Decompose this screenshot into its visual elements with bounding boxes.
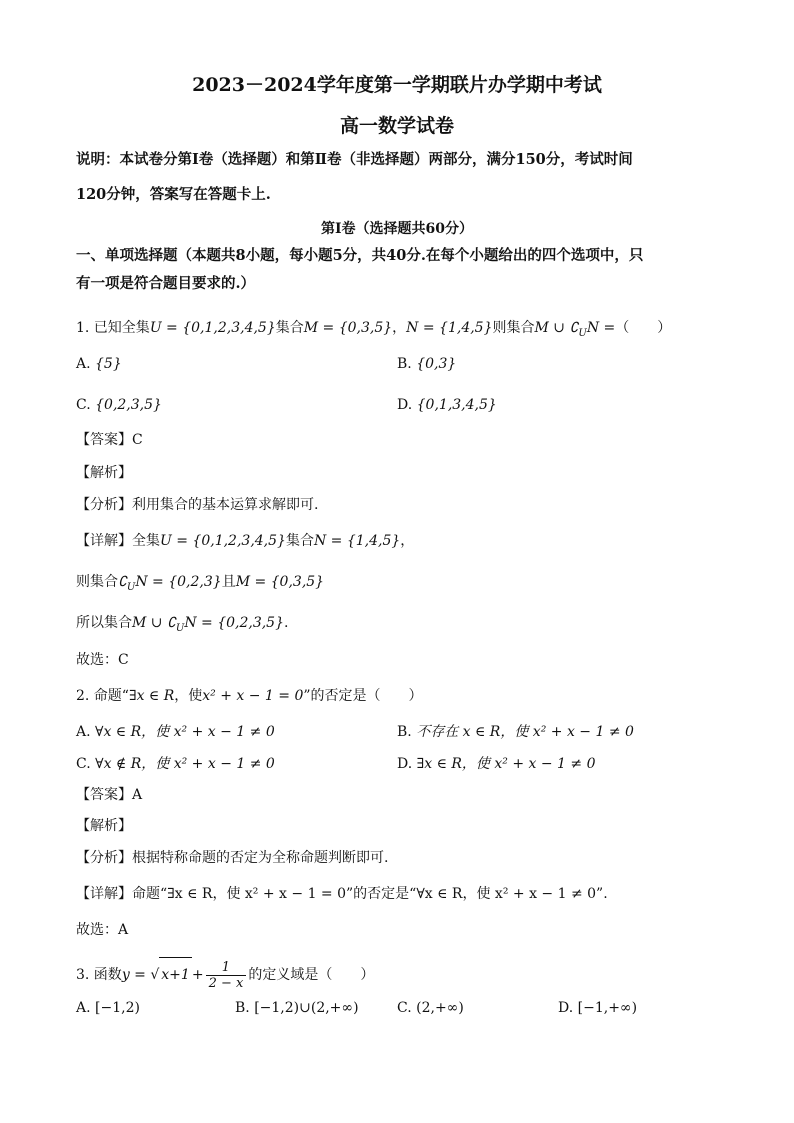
q2-stem <box>76 686 423 706</box>
q1-choose: 故选：C <box>76 652 129 668</box>
q2-analysis-tag: 【解析】 <box>76 818 132 834</box>
option-value: [−1,+∞) <box>577 1000 638 1016</box>
q1-step3 <box>76 613 288 639</box>
step2-prefix: 则集合 <box>76 574 118 590</box>
step3-end: . <box>284 615 289 631</box>
step3-prefix: 所以集合 <box>76 615 132 631</box>
q1-analysis-tag: 【解析】 <box>76 465 132 481</box>
q2-mid: ，使 <box>174 688 203 704</box>
q1-option-c <box>76 395 162 415</box>
exam-subtitle: 高一数学试卷 <box>339 115 454 137</box>
q3-end: 的定义域是（ ） <box>248 967 375 983</box>
q1-expr: M ∪ ∁ <box>534 320 579 336</box>
q1-answer: 【答案】C <box>76 432 143 448</box>
option-label: D. <box>397 756 413 772</box>
option-label: A. <box>76 724 91 740</box>
option-value: ∀x ∈ R，使 x² + x − 1 ≠ 0 <box>95 724 275 740</box>
option-label: C. <box>76 397 91 413</box>
option-value: {5} <box>95 356 122 372</box>
q1-mid1: 集合 <box>275 320 304 336</box>
option-value: {0,3} <box>416 356 457 372</box>
option-value: (2,+∞) <box>416 1000 464 1016</box>
q1-option-a <box>76 354 122 374</box>
step3-value: N = {0,2,3,5} <box>184 615 284 631</box>
q2-choose: 故选：A <box>76 922 129 938</box>
q3-option-b <box>235 998 359 1018</box>
option-value: 不存在 x ∈ R，使 x² + x − 1 ≠ 0 <box>416 724 634 740</box>
q1-fenxi: 【分析】利用集合的基本运算求解即可. <box>76 497 319 513</box>
q2-equation: x² + x − 1 = 0 <box>202 688 304 704</box>
q1-prefix: 1. 已知全集 <box>76 320 150 336</box>
q1-expr-sub: U <box>578 327 587 339</box>
step2-mid: 且 <box>221 574 236 590</box>
q3-fraction <box>206 960 247 991</box>
q1-paren: （ ） <box>615 320 672 336</box>
q2-option-a <box>76 722 275 742</box>
option-value: [−1,2)∪(2,+∞) <box>254 1000 359 1016</box>
q1-option-d <box>397 395 497 415</box>
part-heading-line-2: 有一项是符合题目要求的.） <box>76 275 256 292</box>
q1-mid2: 则集合 <box>492 320 535 336</box>
q1-expr-end: N = <box>586 320 616 336</box>
step2-expr: ∁ <box>118 574 127 590</box>
detail-mid: 集合 <box>285 533 314 549</box>
q1-set-m: M = {0,3,5} <box>303 320 393 336</box>
q1-step2 <box>76 572 324 598</box>
option-label: B. <box>397 356 412 372</box>
option-label: D. <box>397 397 413 413</box>
option-value: {0,2,3,5} <box>95 397 162 413</box>
q3-frac-num: 1 <box>206 960 247 976</box>
part-heading-line-1: 一、单项选择题（本题共8小题，每小题5分，共40分.在每个小题给出的四个选项中，只 <box>76 247 644 264</box>
q2-option-b <box>397 722 634 742</box>
option-label: B. <box>397 724 412 740</box>
step3-expr: M ∪ ∁ <box>132 615 176 631</box>
q2-answer: 【答案】A <box>76 787 143 803</box>
q2-option-d <box>397 754 596 774</box>
option-label: C. <box>397 1000 412 1016</box>
q1-option-b <box>397 354 456 374</box>
q1-detail <box>76 531 414 551</box>
q3-sqrt-body: x+1 <box>159 957 192 992</box>
option-label: C. <box>76 756 91 772</box>
q1-stem <box>76 318 671 344</box>
detail-universal-set: U = {0,1,2,3,4,5} <box>160 533 286 549</box>
q3-stem <box>76 957 374 992</box>
q3-plus: + <box>191 967 204 983</box>
q1-sep: ， <box>392 320 407 336</box>
q1-universal-set: U = {0,1,2,3,4,5} <box>149 320 276 336</box>
instructions-line-2: 120分钟，答案写在答题卡上. <box>76 186 271 203</box>
q3-option-c <box>397 998 464 1018</box>
q3-func-y: y = <box>121 967 146 983</box>
step2-sub: U <box>126 581 136 593</box>
detail-end: ， <box>400 533 415 549</box>
option-label: D. <box>558 1000 574 1016</box>
q1-set-n: N = {1,4,5} <box>406 320 493 336</box>
q2-end: ”的否定是（ ） <box>303 688 423 704</box>
exam-title: 2023－2024学年度第一学期联片办学期中考试 <box>192 74 602 96</box>
option-value: ∀x ∉ R，使 x² + x − 1 ≠ 0 <box>95 756 275 772</box>
q2-option-c <box>76 754 275 774</box>
option-value: ∃x ∈ R，使 x² + x − 1 ≠ 0 <box>416 756 596 772</box>
q2-prefix: 2. 命题“ <box>76 688 129 704</box>
q3-option-d <box>558 998 637 1018</box>
q3-frac-den: 2 − x <box>208 975 244 991</box>
step3-sub: U <box>175 622 185 634</box>
detail-prefix: 【详解】全集 <box>76 533 160 549</box>
option-label: A. <box>76 1000 91 1016</box>
q2-detail: 【详解】命题“∃x ∈ R，使 x² + x − 1 = 0”的否定是“∀x ∈ R，使 x² + x − 1 ≠ 0”. <box>76 886 608 902</box>
detail-set-n: N = {1,4,5} <box>313 533 401 549</box>
q3-option-a <box>76 998 140 1018</box>
q3-prefix: 3. 函数 <box>76 967 122 983</box>
option-label: A. <box>76 356 91 372</box>
instructions-line-1: 说明：本试卷分第Ⅰ卷（选择题）和第Ⅱ卷（非选择题）两部分，满分150分，考试时间 <box>76 151 633 168</box>
option-value: [−1,2) <box>95 1000 140 1016</box>
sqrt-icon: √ <box>150 967 160 983</box>
q2-exists: ∃x ∈ R <box>128 688 175 704</box>
section-heading: 第Ⅰ卷（选择题共60分） <box>320 221 474 237</box>
option-label: B. <box>235 1000 250 1016</box>
q2-fenxi: 【分析】根据特称命题的否定为全称命题判断即可. <box>76 850 389 866</box>
step2-set-m: M = {0,3,5} <box>235 574 325 590</box>
option-value: {0,1,3,4,5} <box>416 397 497 413</box>
step2-value: N = {0,2,3} <box>135 574 222 590</box>
